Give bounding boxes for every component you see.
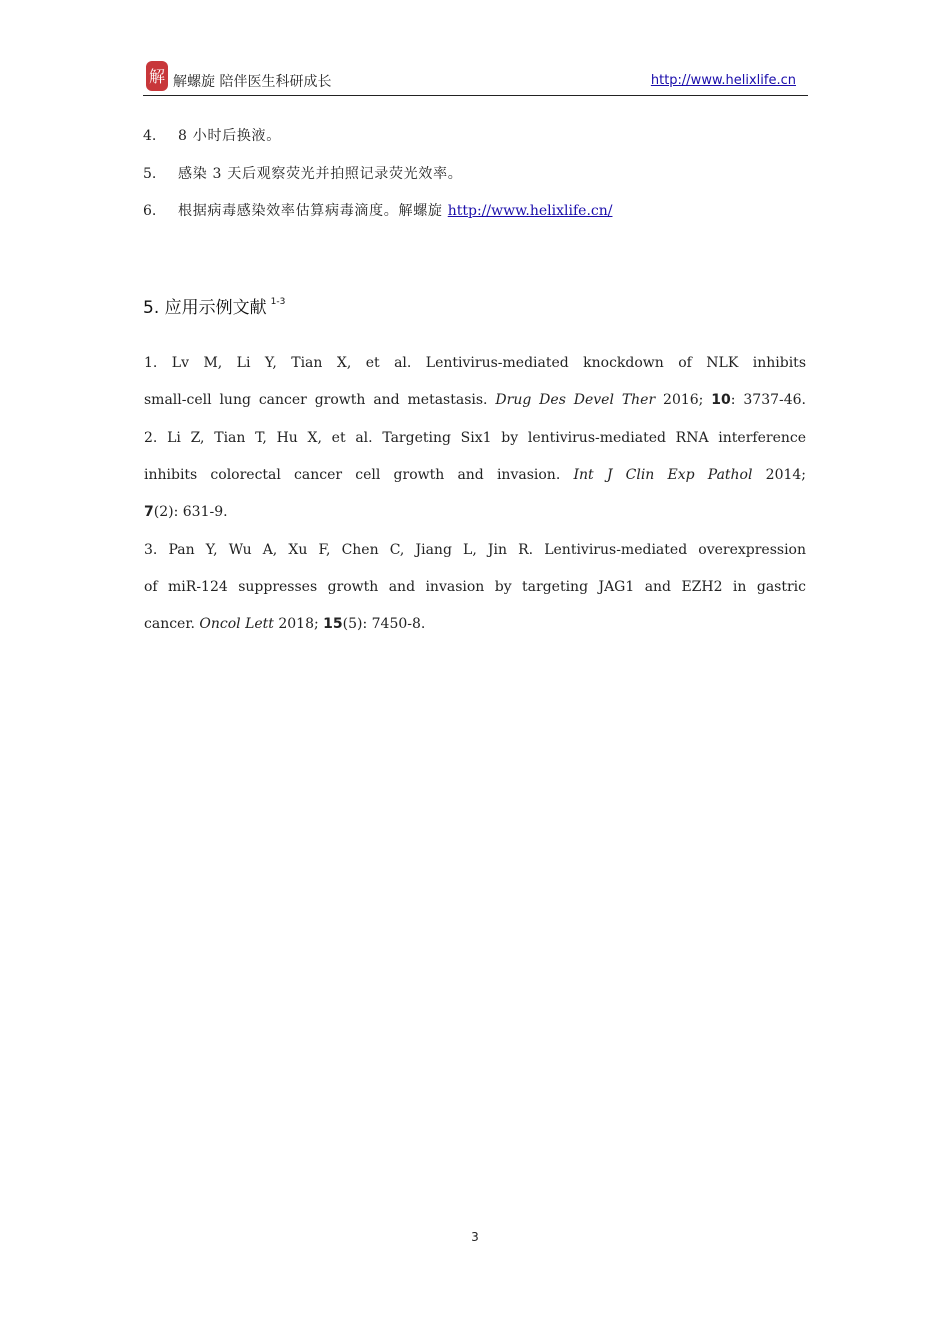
step-text: 8 小时后换液。 [178, 128, 281, 144]
reference-year: 2018; [273, 616, 324, 632]
header-link[interactable]: http://www.helixlife.cn [650, 73, 796, 88]
reference-text: small-cell lung cancer growth and metastasis. [144, 392, 496, 408]
section-title [143, 293, 285, 318]
step-item [143, 200, 612, 220]
journal-name: Oncol Lett [199, 616, 274, 632]
reference-1-line-2 [144, 390, 806, 410]
reference-text: cancer. [144, 616, 200, 632]
reference-2-line-3 [144, 502, 806, 522]
reference-year: 2014; [752, 467, 807, 483]
step-item [143, 163, 463, 183]
section-title-text: 5. 应用示例文献 [143, 298, 267, 318]
reference-2-line-1: 2. Li Z, Tian T, Hu X, et al. Targeting Six1 by lentivirus-mediated RNA interference [144, 430, 806, 446]
page-header [143, 58, 808, 96]
reference-pages: : 3737-46. [730, 392, 807, 408]
step-text: 感染 3 天后观察荧光并拍照记录荧光效率。 [178, 166, 463, 182]
step-number: 5. [143, 166, 157, 182]
page-number: 3 [471, 1230, 479, 1244]
step-number: 4. [143, 128, 157, 144]
reference-1-line-1: 1. Lv M, Li Y, Tian X, et al. Lentivirus-mediated knockdown of NLK inhibits [144, 355, 806, 371]
reference-3-line-3 [144, 614, 806, 634]
journal-volume: 15 [323, 616, 343, 632]
journal-volume: 7 [144, 504, 154, 520]
journal-volume: 10 [711, 392, 731, 408]
journal-name: Int J Clin Exp Pathol [573, 467, 753, 483]
helixlife-logo-icon [146, 61, 168, 91]
reference-3-line-2: of miR-124 suppresses growth and invasion by targeting JAG1 and EZH2 in gastric [144, 579, 806, 595]
citation-superscript: 1-3 [270, 297, 286, 307]
step-number: 6. [143, 203, 157, 219]
step-item [143, 125, 281, 145]
svg-text:解: 解 [148, 67, 166, 86]
reference-2-line-2 [144, 465, 806, 485]
reference-3-line-1: 3. Pan Y, Wu A, Xu F, Chen C, Jiang L, Jin R. Lentivirus-mediated overexpression [144, 542, 806, 558]
brand-name: 解螺旋 陪伴医生科研成长 [173, 74, 332, 90]
reference-pages: (5): 7450-8. [342, 616, 426, 632]
reference-text: inhibits colorectal cancer cell growth and invasion. [144, 467, 574, 483]
reference-pages: (2): 631-9. [153, 504, 228, 520]
reference-year: 2016; [655, 392, 712, 408]
journal-name: Drug Des Devel Ther [495, 392, 656, 408]
helixlife-link[interactable]: http://www.helixlife.cn/ [447, 203, 613, 219]
step-text: 根据病毒感染效率估算病毒滴度。解螺旋 [178, 203, 448, 219]
